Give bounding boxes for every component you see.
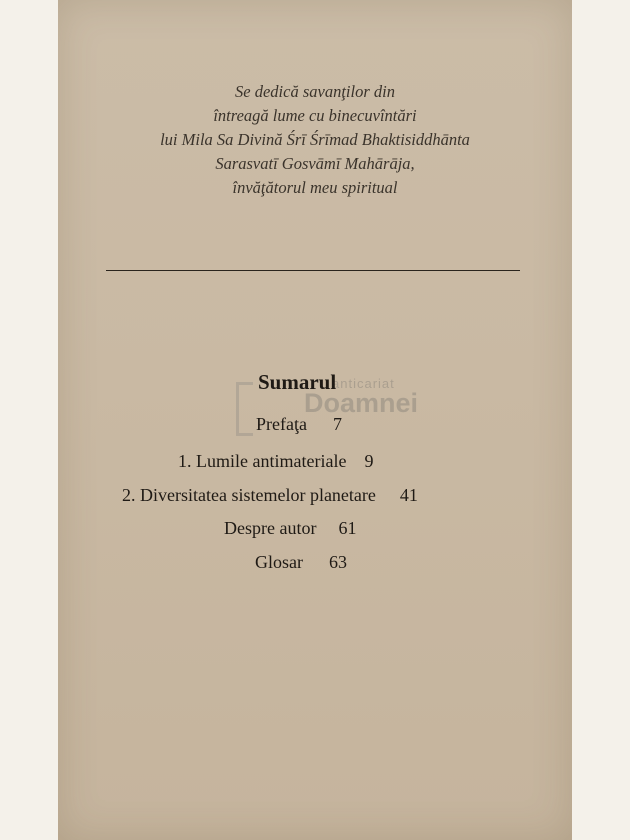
dedication-line: Se dedică savanţilor din bbox=[235, 82, 395, 101]
toc-entry-label: 1. Lumile antimateriale bbox=[178, 451, 347, 471]
dedication-line: întreagă lume cu binecuvîntări bbox=[213, 106, 417, 125]
toc-entry-label: Glosar bbox=[255, 552, 303, 572]
watermark-small-text: anticariat bbox=[332, 376, 395, 391]
toc-entry-page: 9 bbox=[364, 451, 374, 471]
dedication-line: învăţătorul meu spiritual bbox=[232, 178, 398, 197]
dedication-line: Sarasvatī Gosvāmī Mahārāja, bbox=[215, 154, 415, 173]
watermark-big-text: Doamnei bbox=[304, 388, 419, 418]
toc-entry-page: 7 bbox=[332, 414, 342, 434]
dedication bbox=[58, 80, 572, 200]
toc-entry-diversitatea bbox=[122, 485, 418, 506]
toc-entry-lumile bbox=[178, 451, 373, 472]
toc-entry-prefata bbox=[256, 414, 342, 435]
book-page bbox=[58, 0, 572, 840]
toc-entry-page: 41 bbox=[399, 485, 418, 505]
toc-entry-label: Despre autor bbox=[224, 518, 317, 538]
toc-entry-label: Prefaţa bbox=[256, 414, 307, 434]
toc-entry-label: 2. Diversitatea sistemelor planetare bbox=[122, 485, 376, 505]
toc-title: Sumarul bbox=[258, 370, 337, 394]
toc-entry-page: 61 bbox=[338, 518, 357, 538]
toc-entry-glosar bbox=[255, 552, 347, 573]
toc-entry-despre-autor bbox=[224, 518, 356, 539]
watermark-frame-icon bbox=[236, 382, 253, 436]
dedication-line: lui Mila Sa Divină Śrī Śrīmad Bhaktisiddhānta bbox=[160, 130, 470, 149]
divider-rule bbox=[106, 270, 520, 271]
toc-entry-page: 63 bbox=[329, 552, 347, 572]
